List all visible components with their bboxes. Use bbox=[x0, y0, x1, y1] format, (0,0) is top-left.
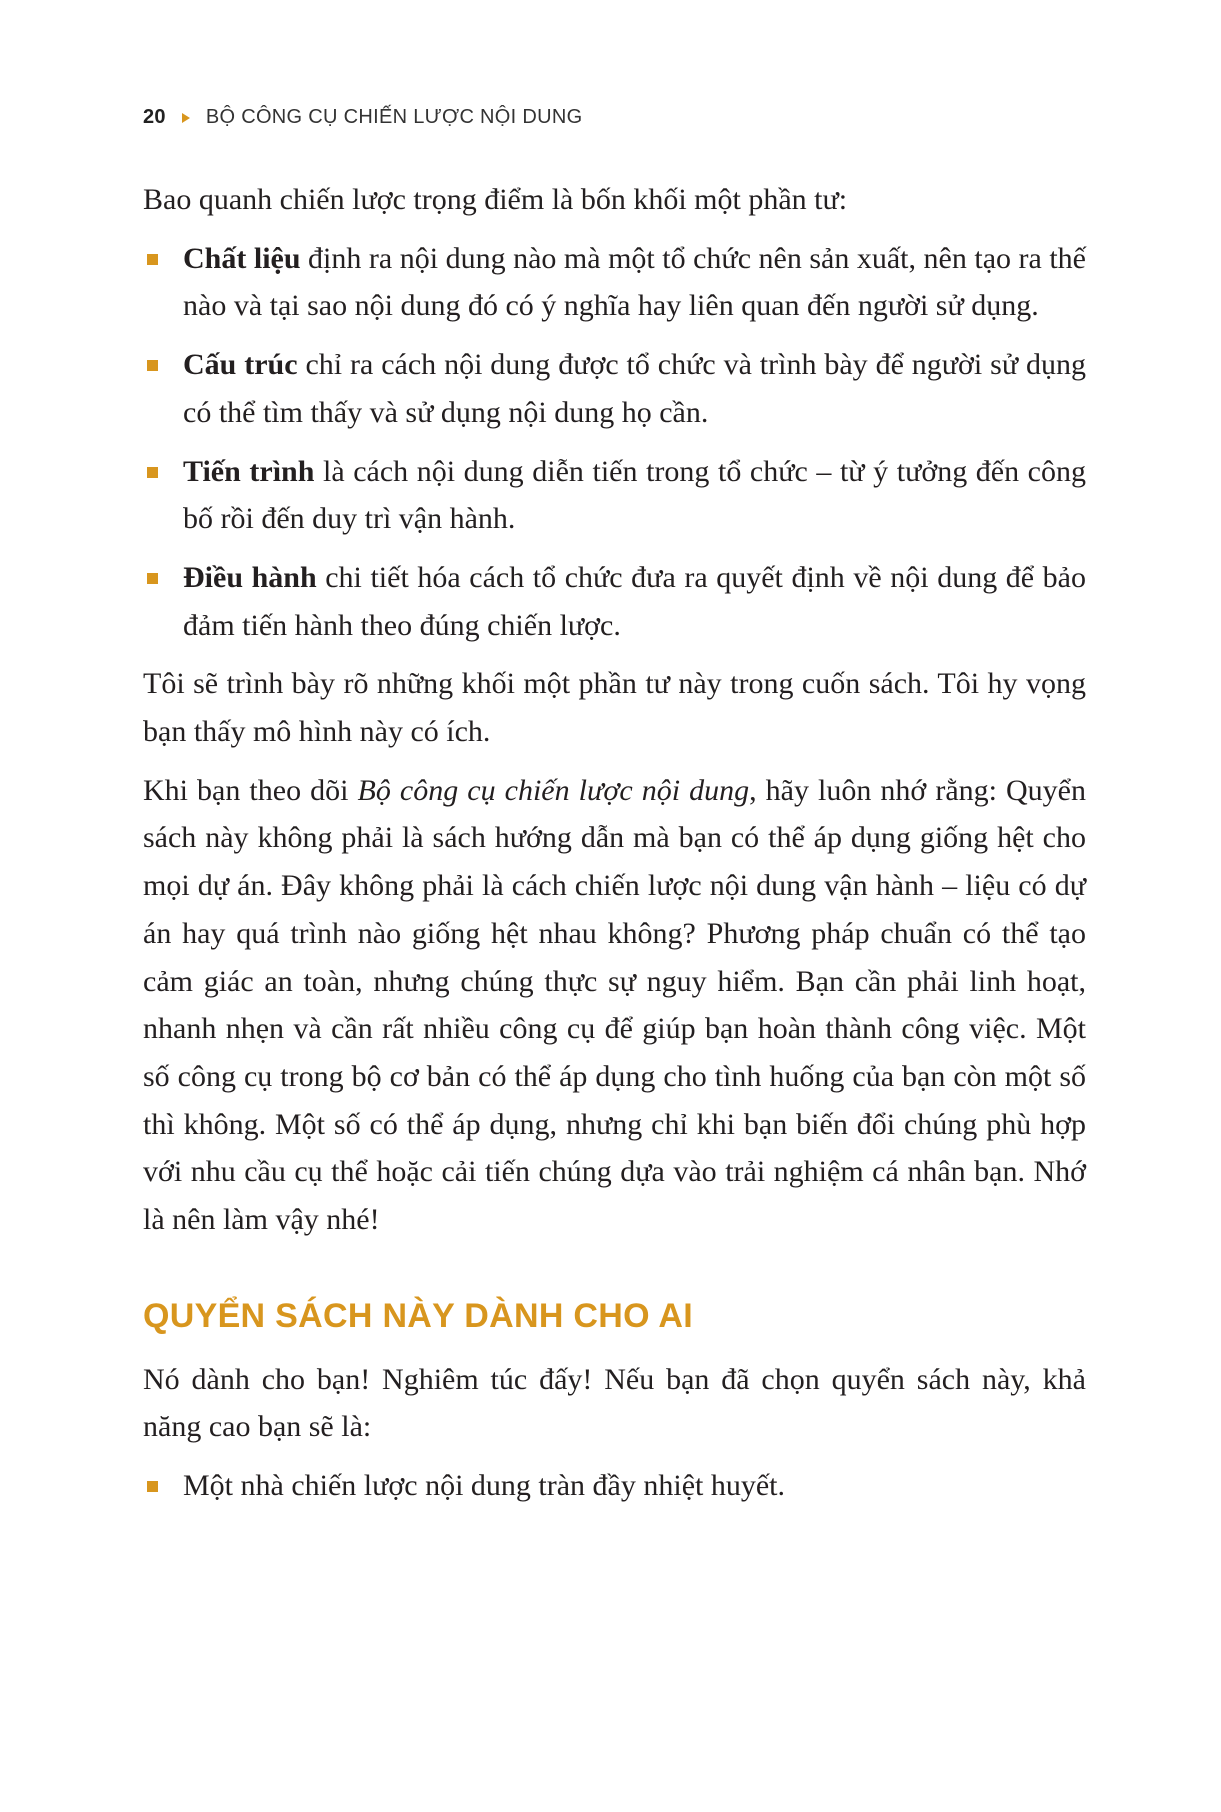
list-item bbox=[143, 554, 1086, 649]
paragraph bbox=[143, 767, 1086, 1244]
square-bullet-icon bbox=[147, 573, 158, 584]
paragraph: Tôi sẽ trình bày rõ những khối một phần tư này trong cuốn sách. Tôi hy vọng bạn thấy mô hình này có ích. bbox=[143, 667, 1086, 749]
list-item bbox=[143, 448, 1086, 543]
list-item bbox=[143, 341, 1086, 436]
running-title: BỘ CÔNG CỤ CHIẾN LƯỢC NỘI DUNG bbox=[205, 106, 583, 128]
term: Cấu trúc bbox=[183, 348, 298, 382]
definition: chỉ ra cách nội dung được tổ chức và trình bày để người sử dụng có thể tìm thấy và sử dụng nội dung họ cần. bbox=[183, 348, 1086, 429]
square-bullet-icon bbox=[147, 467, 158, 478]
quadrant-list bbox=[143, 235, 1086, 650]
term: Tiến trình bbox=[183, 454, 315, 488]
square-bullet-icon bbox=[147, 254, 158, 265]
running-header bbox=[143, 106, 582, 129]
item-text: Một nhà chiến lược nội dung tràn đầy nhiệt huyết. bbox=[183, 1469, 785, 1503]
list-item bbox=[143, 1462, 1086, 1510]
intro-paragraph: Bao quanh chiến lược trọng điểm là bốn khối một phần tư: bbox=[143, 183, 848, 216]
term: Điều hành bbox=[183, 560, 317, 594]
definition: chi tiết hóa cách tổ chức đưa ra quyết định về nội dung để bảo đảm tiến hành theo đúng chiến lược. bbox=[183, 560, 1086, 642]
book-title: Bộ công cụ chiến lược nội dung bbox=[357, 773, 750, 807]
definition: định ra nội dung nào mà một tổ chức nên sản xuất, nên tạo ra thế nào và tại sao nội dung đó có ý nghĩa hay liên quan đến người sử dụng. bbox=[183, 241, 1086, 323]
page-body bbox=[143, 176, 1086, 1521]
square-bullet-icon bbox=[147, 1481, 158, 1492]
text: Khi bạn theo dõi bbox=[143, 773, 358, 807]
triangle-bullet-icon bbox=[182, 113, 190, 123]
audience-list bbox=[143, 1462, 1086, 1510]
definition: là cách nội dung diễn tiến trong tổ chức – từ ý tưởng đến công bố rồi đến duy trì vận hành. bbox=[183, 454, 1086, 536]
term: Chất liệu bbox=[183, 241, 301, 275]
paragraph: Nó dành cho bạn! Nghiêm túc đấy! Nếu bạn đã chọn quyển sách này, khả năng cao bạn sẽ là: bbox=[143, 1362, 1086, 1444]
list-item bbox=[143, 235, 1086, 330]
square-bullet-icon bbox=[147, 360, 158, 371]
page-number: 20 bbox=[143, 106, 166, 128]
section-heading: QUYỂN SÁCH NÀY DÀNH CHO AI bbox=[143, 1296, 693, 1335]
text: , hãy luôn nhớ rằng: Quyển sách này không phải là sách hướng dẫn mà bạn có thể áp dụng giống hệt cho mọi dự án. Đây không phải là cách chiến lược nội dung vận hành – liệu có dự án hay quá trình nào giống hệt nhau không? Phương pháp chuẩn có thể tạo cảm giác an toàn, nhưng chúng thực sự nguy hiểm. Bạn cần phải linh hoạt, nhanh nhẹn và cần rất nhiều công cụ để giúp bạn hoàn thành công việc. Một số công cụ trong bộ cơ bản có thể áp dụng cho tình huống của bạn còn một số thì không. Một số có thể áp dụng, nhưng chỉ khi bạn biến đổi chúng phù hợp với nhu cầu cụ thể hoặc cải tiến chúng dựa vào trải nghiệm cá nhân bạn. Nhớ là nên làm vậy nhé! bbox=[143, 773, 1087, 1237]
